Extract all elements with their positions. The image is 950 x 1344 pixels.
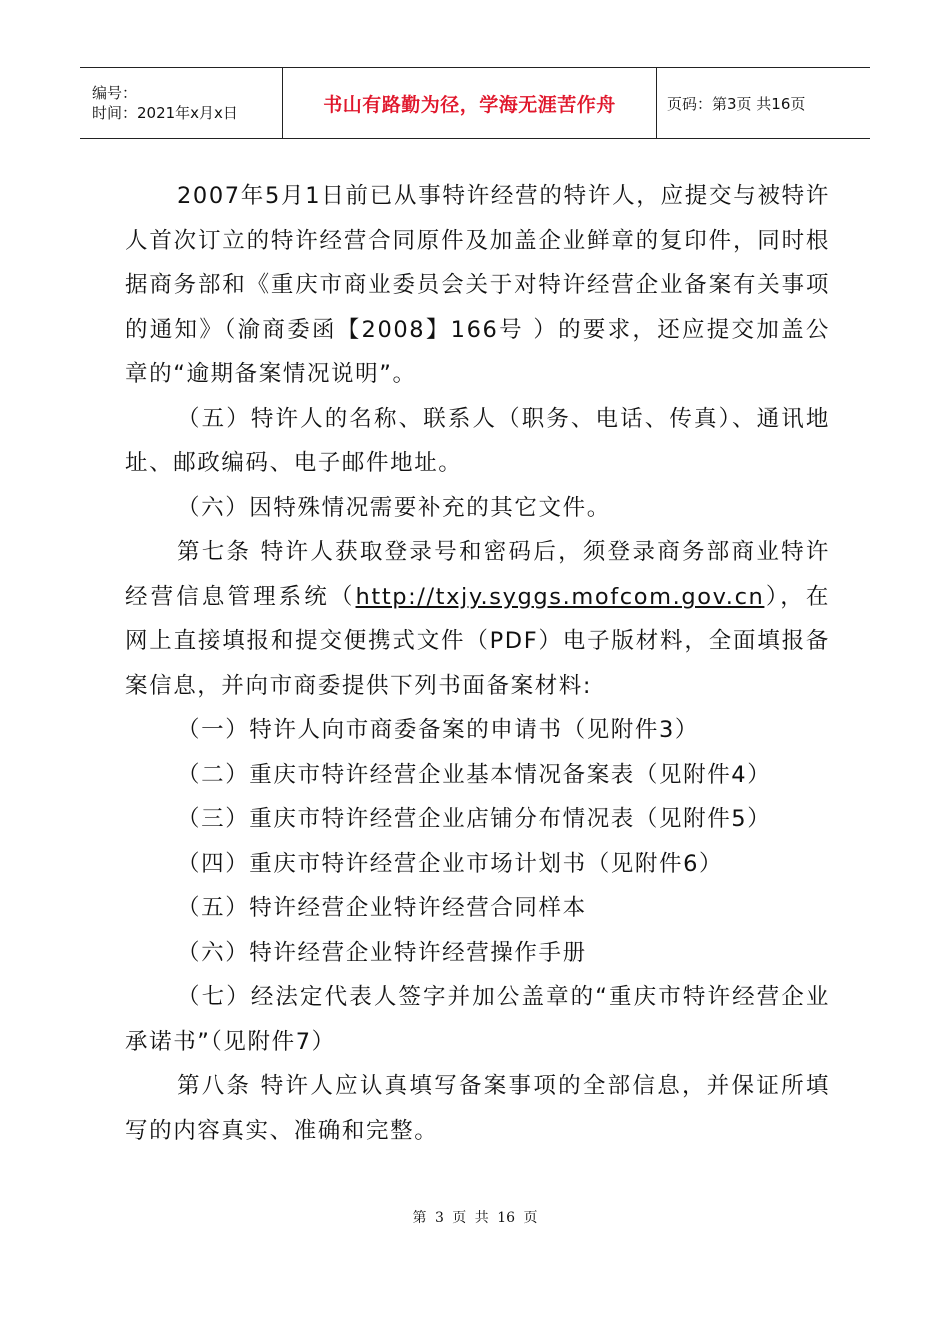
mofcom-link[interactable]: http://txjy.syggs.mofcom.gov.cn: [355, 583, 765, 610]
paragraph-4: [125, 530, 830, 708]
page-code-text: 页码：第3页 共16页: [667, 94, 806, 113]
paragraph-11: （七）经法定代表人签字并加公盖章的“重庆市特许经营企业承诺书”（见附件7）: [125, 984, 830, 1055]
paragraph-8: （四）重庆市特许经营企业市场计划书（见附件6）: [177, 850, 724, 877]
paragraph-3: （六）因特殊情况需要补充的其它文件。: [177, 494, 611, 521]
header-page-code: [657, 68, 870, 138]
paragraph-2: （五）特许人的名称、联系人（职务、电话、传真）、通讯地址、邮政编码、电子邮件地址。: [125, 405, 830, 476]
paragraph-6: （二）重庆市特许经营企业基本情况备案表（见附件4）: [177, 761, 772, 788]
article-7-text-end: ），在网上直接填报和提交便携式文件（PDF）电子版材料，全面填报备案信息，并向市商委提供下列书面备案材料:: [125, 583, 830, 699]
article-7-text-start: 第七条 特许人获取登录号和密码后，须登录商务部商业特许经营信息管理系统（: [125, 539, 830, 610]
time-label: 时间：2021年x月x日: [92, 104, 238, 122]
header-meta: [80, 68, 282, 138]
paragraph-7: （三）重庆市特许经营企业店铺分布情况表（见附件5）: [177, 806, 772, 832]
paragraph-10: （六）特许经营企业特许经营操作手册: [177, 939, 587, 966]
motto-text: 书山有路勤为径，学海无涯苦作舟: [323, 93, 616, 116]
document-body: [125, 174, 830, 1153]
paragraph-5: （一）特许人向市商委备案的申请书（见附件3）: [177, 717, 700, 743]
page-header: [80, 67, 870, 139]
header-motto-cell: [282, 68, 657, 138]
paragraph-12: 第八条 特许人应认真填写备案事项的全部信息，并保证所填写的内容真实、准确和完整。: [125, 1073, 830, 1144]
page-footer: 第 3 页 共 16 页: [412, 1210, 538, 1226]
paragraph-1: 2007年5月1日前已从事特许经营的特许人，应提交与被特许人首次订立的特许经营合同原件及加盖企业鲜章的复印件，同时根据商务部和《重庆市商业委员会关于对特许经营企业备案有关事项的通知》（渝商委函【2008】166号 ）的要求，还应提交加盖公章的“逾期备案情况说明”。: [125, 183, 830, 387]
number-label: 编号：: [92, 84, 138, 102]
paragraph-9: （五）特许经营企业特许经营合同样本: [177, 895, 587, 921]
